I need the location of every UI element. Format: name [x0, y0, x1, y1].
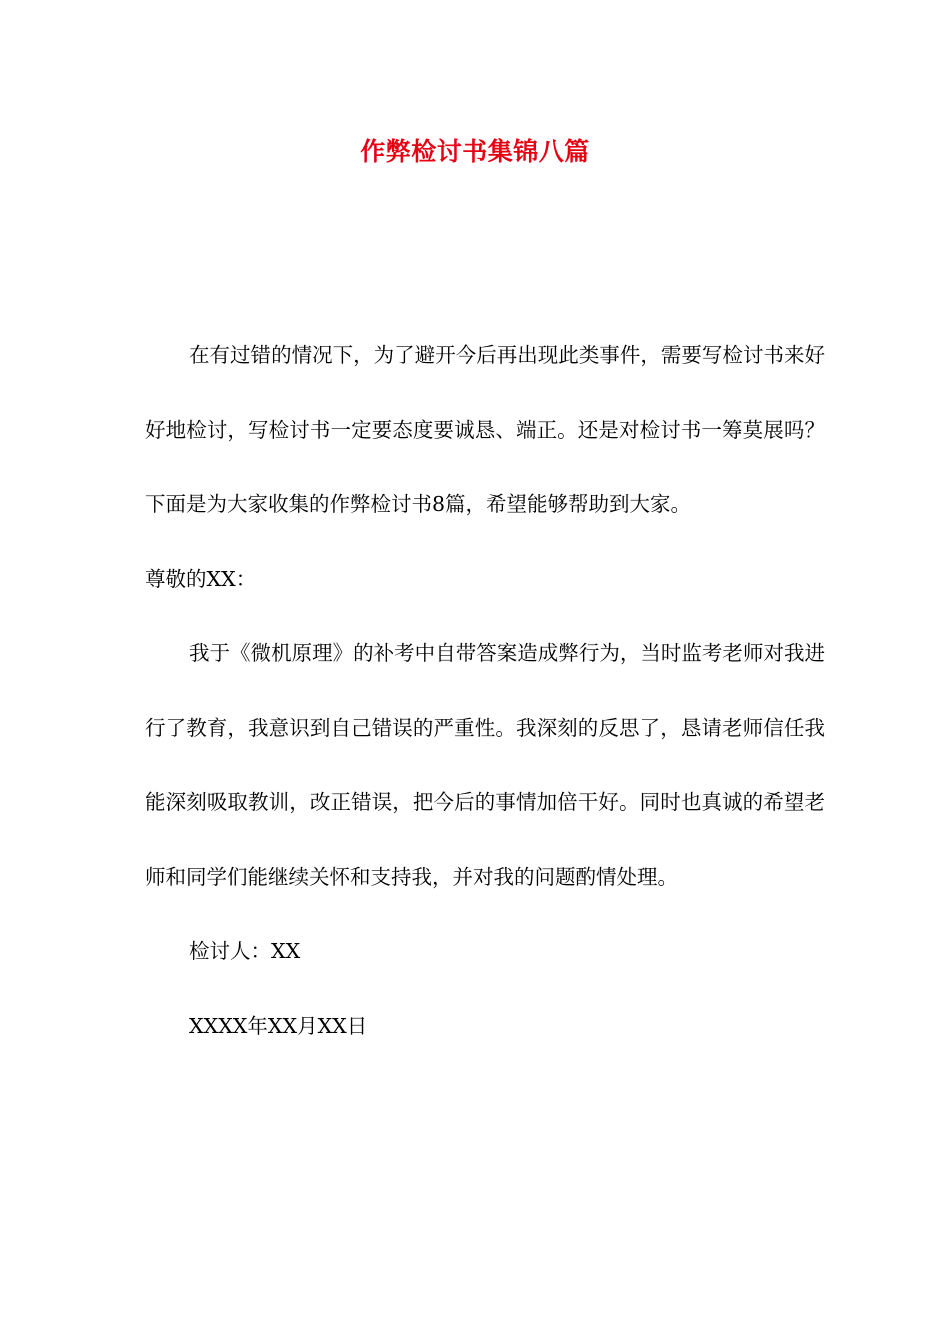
letter-body-paragraph: 我于《微机原理》的补考中自带答案造成弊行为，当时监考老师对我进行了教育，我意识到自己错误的严重性。我深刻的反思了，恳请老师信任我能深刻吸取教训，改正错误，把今后的事情加倍干好。同时也真诚的希望老师和同学们能继续关怀和支持我，并对我的问题酌情处理。: [145, 641, 825, 889]
signature-line: 检讨人：XX: [189, 939, 301, 963]
salutation: 尊敬的XX：: [145, 566, 257, 591]
document-title: 作弊检讨书集锦八篇: [360, 137, 590, 166]
document-body: [145, 318, 825, 1063]
date-line: XXXX年XX月XX日: [189, 1013, 368, 1038]
intro-paragraph: 在有过错的情况下，为了避开今后再出现此类事件，需要写检讨书来好好地检讨，写检讨书一定要态度要诚恳、端正。还是对检讨书一筹莫展吗？下面是为大家收集的作弊检讨书8篇，希望能够帮助到大家。: [145, 343, 825, 516]
